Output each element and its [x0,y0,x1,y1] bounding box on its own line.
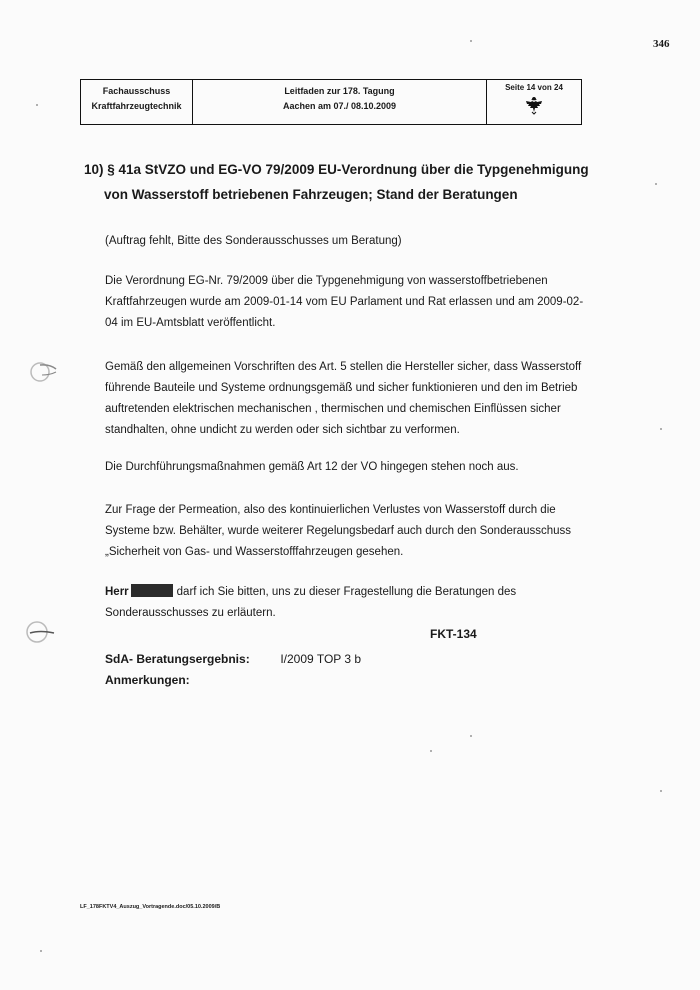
section-title-line1: 10) § 41a StVZO und EG-VO 79/2009 EU-Verordnung über die Typgenehmigung [84,162,589,177]
redacted-name [131,584,173,597]
scan-speck [36,104,38,106]
result-label: SdA- Beratungsergebnis: [105,652,250,666]
header-meeting-line1: Leitfaden zur 178. Tagung [284,86,395,96]
footer-filename: LF_178FKTV4_Auszug_Vortragende.doc/05.10.2009/B [80,904,221,910]
request-text: darf ich Sie bitten, uns zu dieser Fragestellung die Beratungen des Sonderausschusses zu erläutern. [105,586,517,619]
paragraph-request [105,582,595,624]
header-committee-cell [81,80,193,124]
section-title [84,157,604,207]
section-title-line2: von Wasserstoff betriebenen Fahrzeugen; Stand der Beratungen [104,187,518,202]
header-committee-line1: Fachausschuss [102,86,171,96]
federal-eagle-icon [524,95,544,115]
paragraph-implementation: Die Durchführungsmaßnahmen gemäß Art 12 der VO hingegen stehen noch aus. [105,461,519,473]
header-table [80,79,582,125]
remarks-label: Anmerkungen: [105,673,190,687]
punch-hole-icon [22,618,56,646]
fkt-reference: FKT-134 [430,627,477,641]
scan-speck [470,40,472,42]
scan-speck [655,183,657,185]
paragraph-permeation: Zur Frage der Permeation, also des kontinuierlichen Verlustes von Wasserstoff durch die Systeme bzw. Behälter, wurde weiterer Regelungsbedarf auch durch den Sonderausschuss „Sicherheit von Gas- und Wasserstofffahrzeugen gesehen. [105,504,572,558]
page-number: 346 [653,38,670,50]
header-page-label: Seite 14 von 24 [505,83,563,92]
header-meeting-cell [193,80,487,124]
paragraph-requirements: Gemäß den allgemeinen Vorschriften des Art. 5 stellen die Hersteller sicher, dass Wasserstoff führende Bauteile und Systeme ordnungsgemäß und sicher funktionieren und den im Betrieb auftretenden elektrischen mechanischen , thermischen und chemischen Einflüssen sicher standhalten, ohne undicht zu werden oder sich sichtbar zu verformen. [105,361,582,436]
scan-speck [470,735,472,737]
salutation: Herr [105,586,129,598]
header-meeting-line2: Aachen am 07./ 08.10.2009 [282,101,397,111]
scan-speck [40,950,42,952]
scan-speck [430,750,432,752]
result-value: I/2009 TOP 3 b [280,652,362,666]
punch-hole-icon [26,360,60,384]
header-committee-line2: Kraftfahrzeugtechnik [91,101,182,111]
scan-speck [660,790,662,792]
paragraph-regulation: Die Verordnung EG-Nr. 79/2009 über die Typgenehmigung von wasserstoffbetriebenen Kraftfahrzeugen wurde am 2009-01-14 vom EU Parlament und Rat erlassen und am 2009-02-04 im EU-Amtsblatt veröffentlicht. [105,275,584,329]
scan-speck [660,428,662,430]
result-row [105,649,361,670]
assignment-note: (Auftrag fehlt, Bitte des Sonderausschusses um Beratung) [105,235,402,247]
header-page-cell [487,80,581,124]
